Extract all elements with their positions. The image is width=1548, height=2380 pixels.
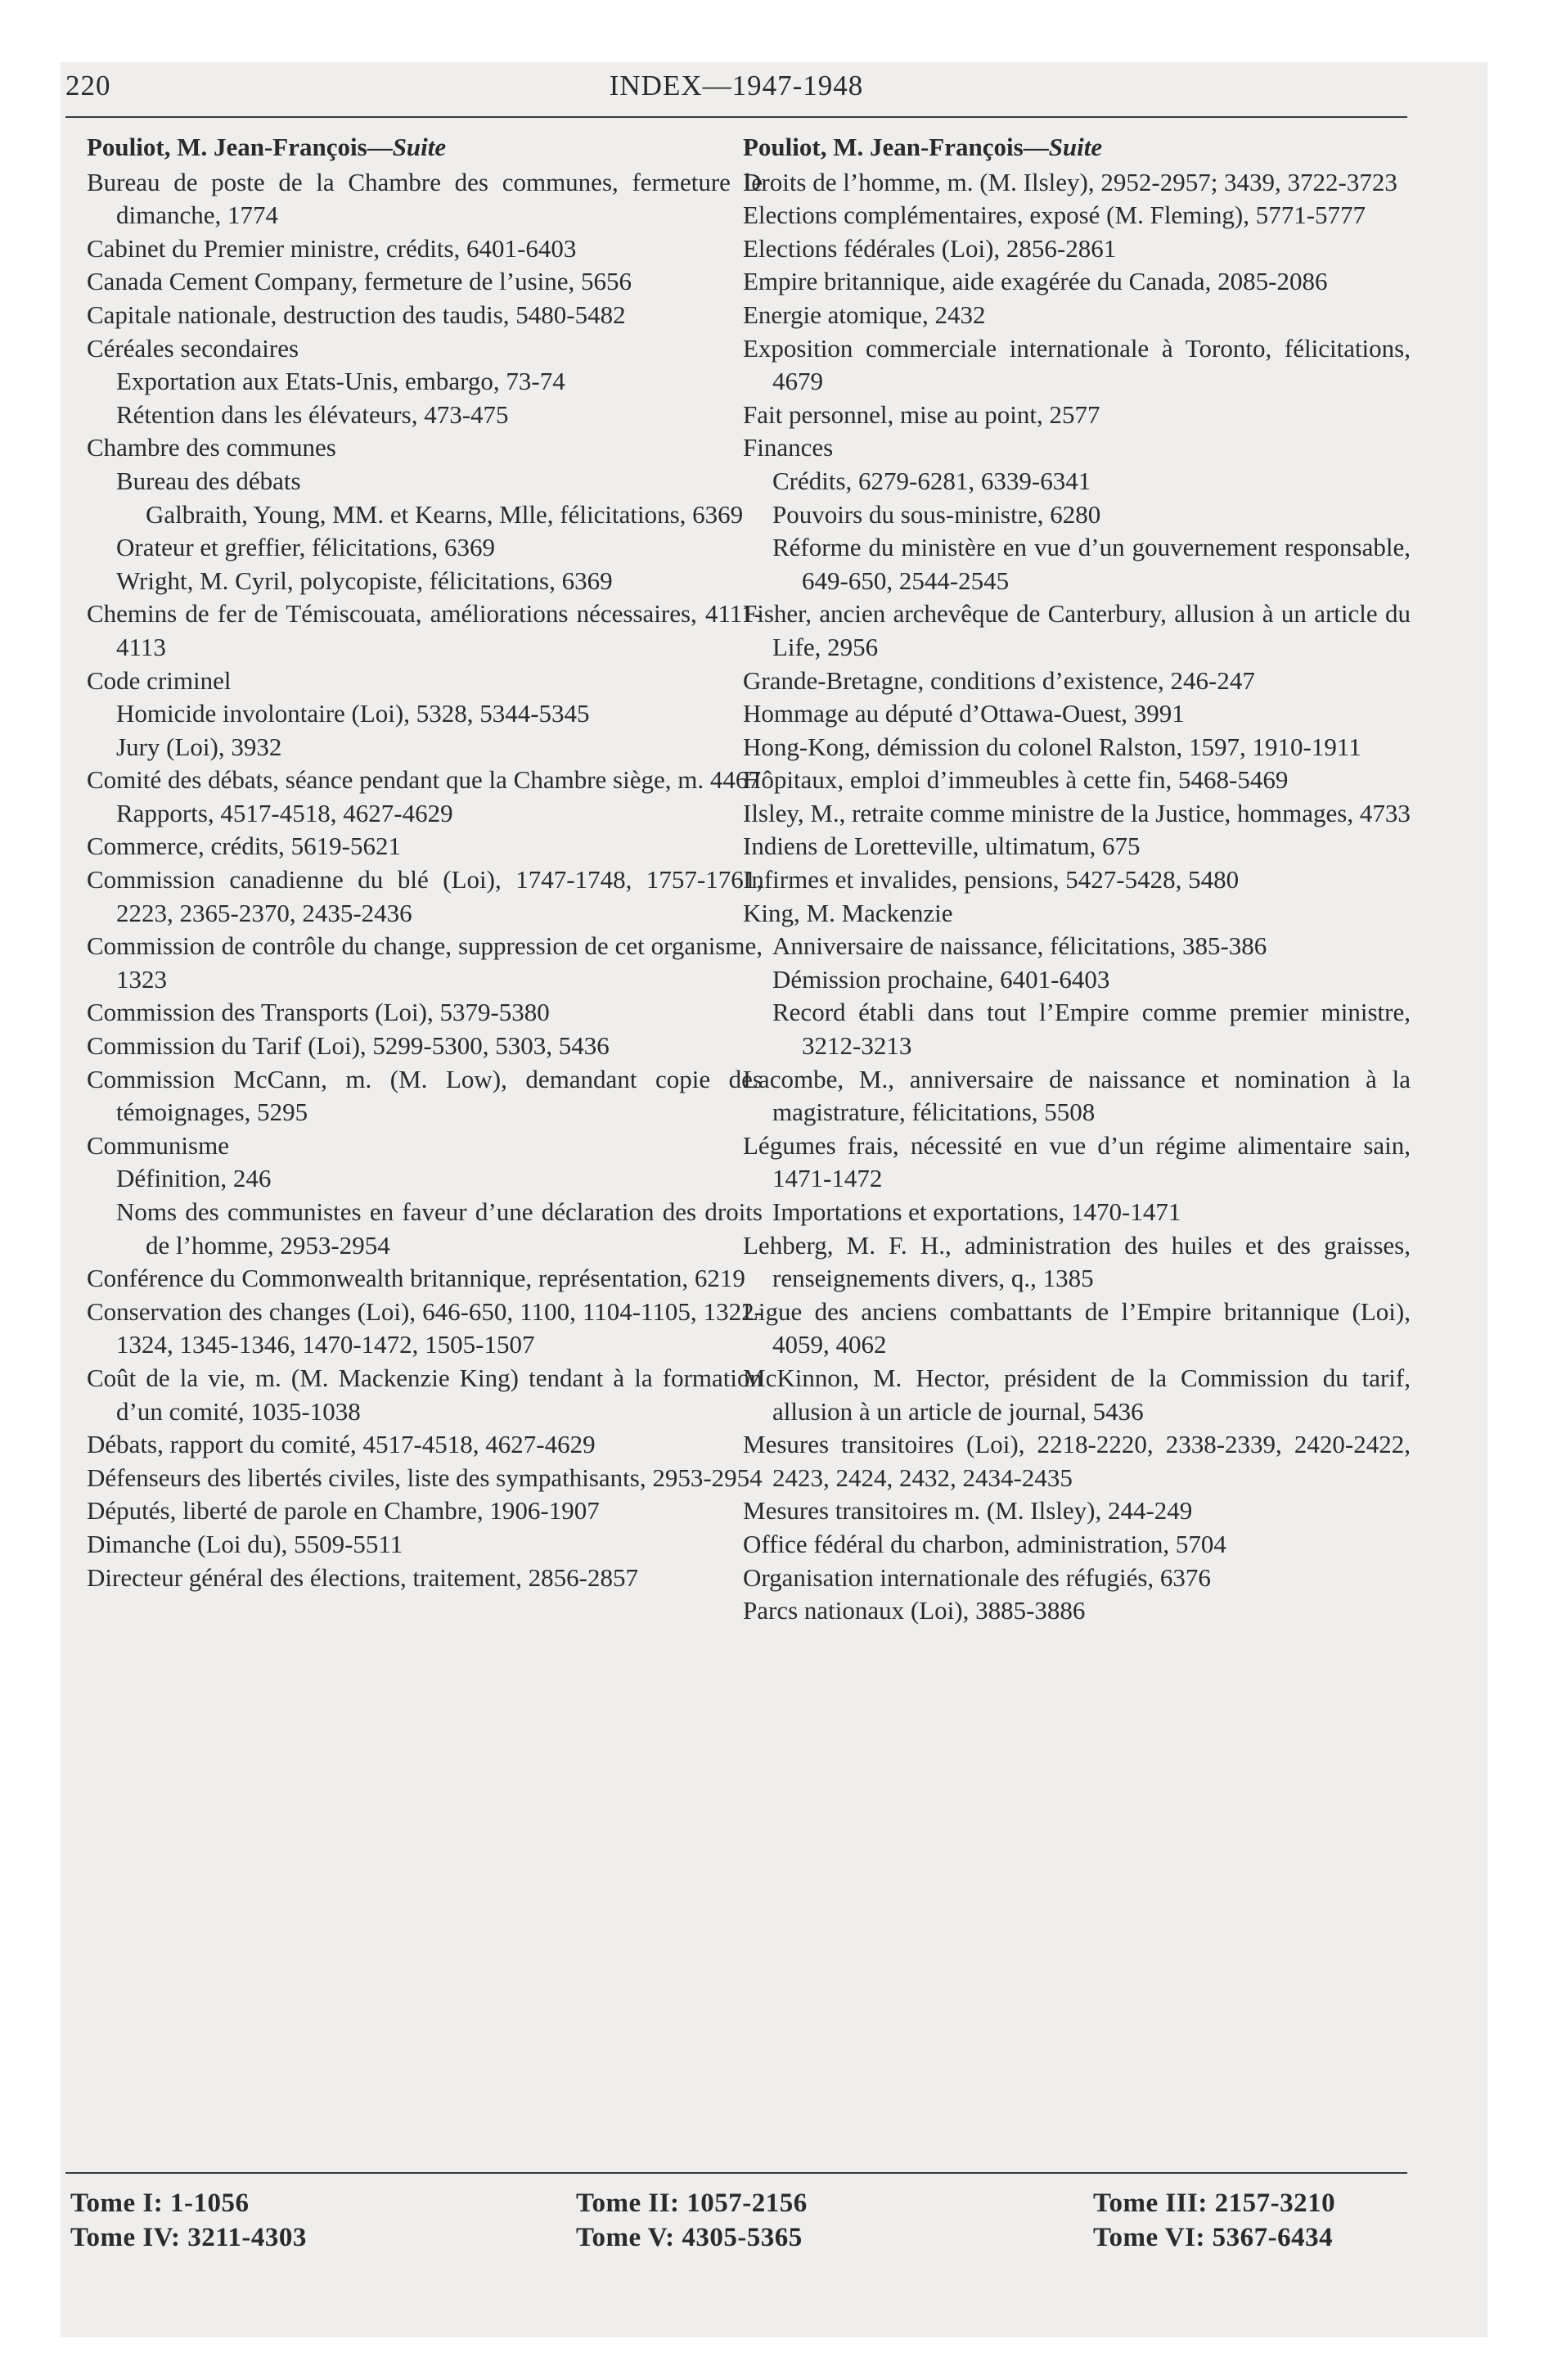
- index-entry: Céréales secondaires: [87, 333, 299, 363]
- heading-name: Pouliot, M. Jean-François: [87, 133, 367, 161]
- tome-range: Tome I: 1-1056: [70, 2188, 250, 2218]
- index-subentry: Homicide involontaire (Loi), 5328, 5344-5345: [116, 699, 590, 728]
- index-entry: Commerce, crédits, 5619-5621: [87, 832, 401, 861]
- index-entry: Hommage au député d’Ottawa-Ouest, 3991: [743, 699, 1185, 728]
- index-entry: Mesures transitoires (Loi), 2218-2220, 2338-2339, 2420-2422, 2423, 2424, 2432, 2434-2435: [743, 1430, 1411, 1492]
- index-entry: Finances: [743, 433, 834, 462]
- index-entry: Cabinet du Premier ministre, crédits, 6401-6403: [87, 233, 577, 263]
- index-entry: Commission canadienne du blé (Loi), 1747-1748, 1757-1761, 2223, 2365-2370, 2435-2436: [87, 865, 763, 927]
- index-subentry: Crédits, 6279-6281, 6339-6341: [772, 466, 1091, 495]
- index-entry: Mesures transitoires m. (M. Ilsley), 244-249: [743, 1496, 1193, 1526]
- tome-range: Tome II: 1057-2156: [576, 2188, 808, 2218]
- index-entry: Lehberg, M. F. H., administration des huiles et des graisses, renseignements divers, q., 1385: [743, 1230, 1411, 1293]
- index-entry: Droits de l’homme, m. (M. Ilsley), 2952-2957; 3439, 3722-3723: [743, 167, 1397, 196]
- index-entry: Commission de contrôle du change, suppression de cet organisme, 1323: [87, 931, 763, 994]
- index-subentry: Jury (Loi), 3932: [116, 732, 282, 761]
- index-entry: Elections complémentaires, exposé (M. Fleming), 5771-5777: [743, 201, 1366, 230]
- index-entry: Ilsley, M., retraite comme ministre de la Justice, hommages, 4733: [743, 798, 1411, 827]
- index-entry: Commission du Tarif (Loi), 5299-5300, 5303, 5436: [87, 1031, 610, 1061]
- index-subentry: Réforme du ministère en vue d’un gouvernement responsable, 649-650, 2544-2545: [772, 533, 1411, 595]
- index-entry: Canada Cement Company, fermeture de l’usine, 5656: [87, 267, 632, 296]
- index-entry: Dimanche (Loi du), 5509-5511: [87, 1529, 403, 1558]
- entry-list: [743, 166, 1411, 1628]
- index-entry: Organisation internationale des réfugiés, 6376: [743, 1562, 1211, 1592]
- index-entry: Députés, liberté de parole en Chambre, 1906-1907: [87, 1496, 600, 1526]
- index-subentry: Record établi dans tout l’Empire comme premier ministre, 3212-3213: [772, 998, 1411, 1061]
- index-entry: Bureau de poste de la Chambre des communes, fermeture le dimanche, 1774: [87, 167, 763, 230]
- index-subentry: Orateur et greffier, félicitations, 6369: [116, 533, 496, 562]
- index-subentry: Anniversaire de naissance, félicitations, 385-386: [772, 931, 1267, 961]
- index-subentry: Importations et exportations, 1470-1471: [772, 1197, 1181, 1226]
- index-entry: Infirmes et invalides, pensions, 5427-5428, 5480: [743, 865, 1240, 895]
- index-entry: Directeur général des élections, traitement, 2856-2857: [87, 1562, 638, 1592]
- heading-suffix: Suite: [1048, 133, 1103, 161]
- index-subentry: Définition, 246: [116, 1164, 272, 1193]
- index-entry: Energie atomique, 2432: [743, 300, 986, 329]
- heading-name: Pouliot, M. Jean-François: [743, 133, 1024, 161]
- index-entry: Indiens de Loretteville, ultimatum, 675: [743, 832, 1141, 861]
- tome-range: Tome IV: 3211-4303: [70, 2223, 307, 2252]
- index-subentry: Rétention dans les élévateurs, 473-475: [116, 399, 509, 429]
- index-subentry: Wright, M. Cyril, polycopiste, félicitations, 6369: [116, 566, 613, 595]
- index-entry: Conservation des changes (Loi), 646-650, 1100, 1104-1105, 1322-1324, 1345-1346, 1470-1472, 1505-1507: [87, 1296, 763, 1359]
- index-subentry: Noms des communistes en faveur d’une déclaration des droits de l’homme, 2953-2954: [116, 1197, 763, 1260]
- index-entry: Coût de la vie, m. (M. Mackenzie King) tendant à la formation d’un comité, 1035-1038: [87, 1363, 763, 1426]
- index-entry: Hong-Kong, démission du colonel Ralston, 1597, 1910-1911: [743, 732, 1361, 761]
- index-entry: Chemins de fer de Témiscouata, améliorations nécessaires, 4111-4113: [87, 599, 763, 661]
- index-entry: Ligue des anciens combattants de l’Empire britannique (Loi), 4059, 4062: [743, 1296, 1411, 1359]
- index-entry: Conférence du Commonwealth britannique, représentation, 6219: [87, 1264, 745, 1293]
- index-subentry: Galbraith, Young, MM. et Kearns, Mlle, félicitations, 6369: [146, 499, 744, 529]
- header-rule: [65, 116, 1407, 118]
- page-header: [65, 70, 1407, 107]
- footer-rule: [65, 2172, 1407, 2174]
- index-entry: Grande-Bretagne, conditions d’existence, 246-247: [743, 665, 1255, 695]
- index-entry: McKinnon, M. Hector, président de la Commission du tarif, allusion à un article de journal, 5436: [743, 1363, 1411, 1426]
- index-entry: Défenseurs des libertés civiles, liste des sympathisants, 2953-2954: [87, 1463, 763, 1492]
- entry-list: [87, 166, 763, 1595]
- index-column-left: [87, 131, 763, 1594]
- index-entry: Empire britannique, aide exagérée du Canada, 2085-2086: [743, 267, 1328, 296]
- index-entry: Exposition commerciale internationale à Toronto, félicitations, 4679: [743, 333, 1411, 396]
- column-heading: Pouliot, M. Jean-François—Suite: [87, 133, 447, 161]
- index-entry: Communisme: [87, 1130, 229, 1160]
- tome-range: Tome III: 2157-3210: [1093, 2188, 1336, 2218]
- index-entry: Fisher, ancien archevêque de Canterbury, allusion à un article du Life, 2956: [743, 599, 1411, 661]
- index-entry: Légumes frais, nécessité en vue d’un régime alimentaire sain, 1471-1472: [743, 1130, 1411, 1193]
- index-entry: Parcs nationaux (Loi), 3885-3886: [743, 1596, 1086, 1625]
- index-column-right: [743, 131, 1411, 1628]
- page-number: 220: [65, 70, 111, 101]
- index-entry: Commission des Transports (Loi), 5379-5380: [87, 998, 550, 1027]
- index-entry: Capitale nationale, destruction des taudis, 5480-5482: [87, 300, 626, 329]
- index-entry: Débats, rapport du comité, 4517-4518, 4627-4629: [87, 1430, 596, 1459]
- index-entry: Fait personnel, mise au point, 2577: [743, 399, 1100, 429]
- running-title: INDEX—1947-1948: [609, 70, 864, 101]
- index-subentry: Bureau des débats: [116, 466, 301, 495]
- index-entry: Lacombe, M., anniversaire de naissance et nomination à la magistrature, félicitations, 5508: [743, 1064, 1411, 1127]
- column-heading: Pouliot, M. Jean-François—Suite: [743, 133, 1103, 161]
- tome-range: Tome VI: 5367-6434: [1093, 2223, 1334, 2252]
- index-entry: Chambre des communes: [87, 433, 336, 462]
- heading-suffix: Suite: [392, 133, 447, 161]
- index-entry: Code criminel: [87, 665, 232, 695]
- index-entry: Hôpitaux, emploi d’immeubles à cette fin, 5468-5469: [743, 765, 1289, 795]
- index-subentry: Rapports, 4517-4518, 4627-4629: [116, 798, 453, 827]
- index-entry: Comité des débats, séance pendant que la Chambre siège, m. 4467: [87, 765, 761, 795]
- index-entry: Commission McCann, m. (M. Low), demandant copie des témoignages, 5295: [87, 1064, 763, 1127]
- index-subentry: Pouvoirs du sous-ministre, 6280: [772, 499, 1101, 529]
- index-subentry: Exportation aux Etats-Unis, embargo, 73-74: [116, 367, 565, 396]
- index-entry: Office fédéral du charbon, administration, 5704: [743, 1529, 1226, 1558]
- index-entry: King, M. Mackenzie: [743, 898, 953, 927]
- index-entry: Elections fédérales (Loi), 2856-2861: [743, 233, 1117, 263]
- tome-range: Tome V: 4305-5365: [576, 2223, 803, 2252]
- index-subentry: Démission prochaine, 6401-6403: [772, 964, 1110, 994]
